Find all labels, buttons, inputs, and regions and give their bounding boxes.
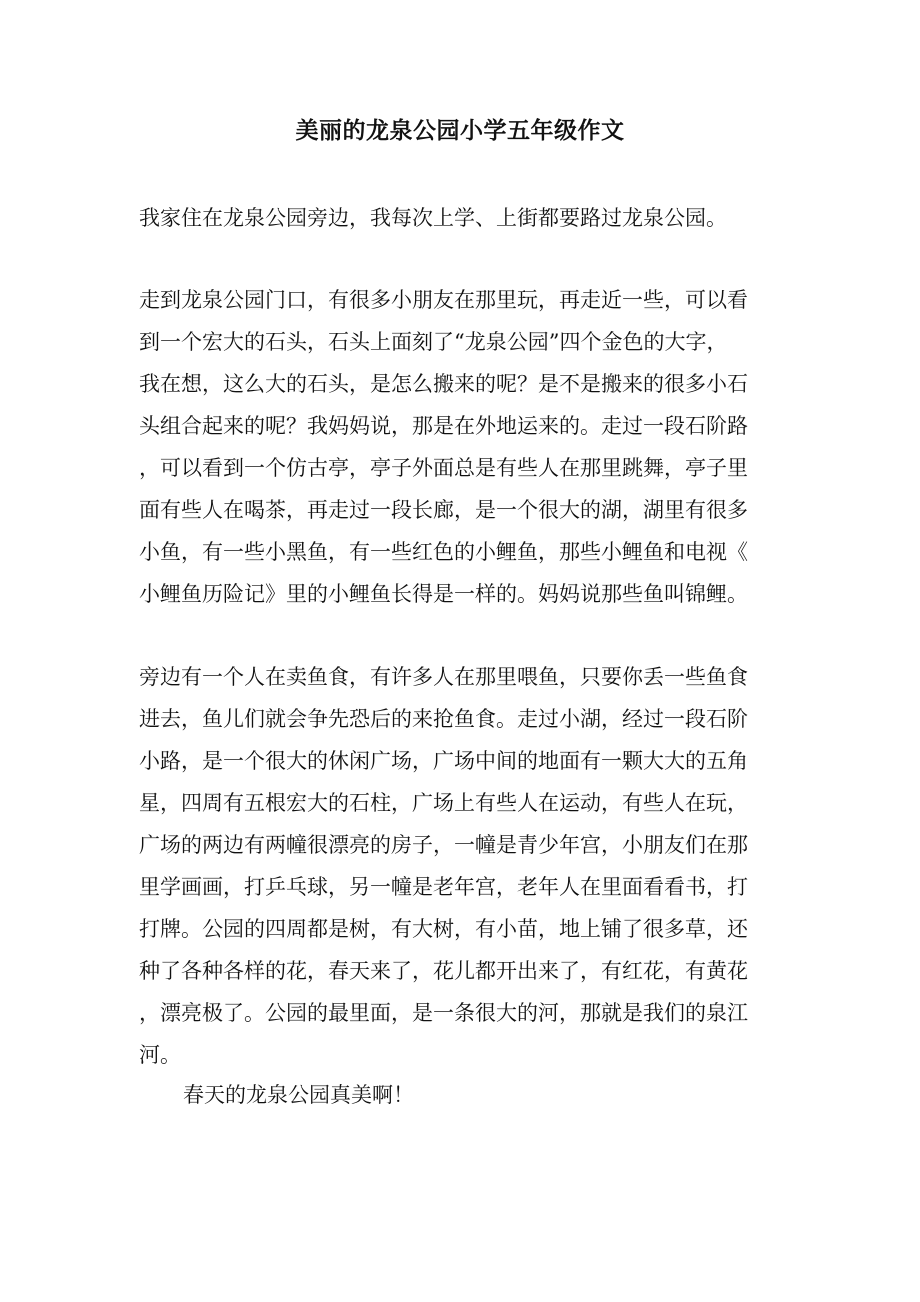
paragraph-line: 小鱼，有一些小黑鱼，有一些红色的小鲤鱼，那些小鲤鱼和电视《 <box>139 540 748 564</box>
paragraph-line: 种了各种各样的花，春天来了，花儿都开出来了，有红花，有黄花 <box>139 959 748 983</box>
paragraph-line: 我在想，这么大的石头，是怎么搬来的呢？是不是搬来的很多小石 <box>139 372 748 396</box>
document-title: 美丽的龙泉公园小学五年级作文 <box>295 117 625 144</box>
paragraph-1 <box>139 197 779 239</box>
paragraph-2 <box>139 279 779 615</box>
paragraph-line: ，可以看到一个仿古亭，亭子外面总是有些人在那里跳舞，亭子里 <box>139 456 748 480</box>
paragraph-line: 广场的两边有两幢很漂亮的房子，一幢是青少年宫，小朋友们在那 <box>139 833 748 857</box>
paragraph-3 <box>139 656 779 1076</box>
paragraph-4 <box>183 1074 823 1116</box>
paragraph-line: 河。 <box>139 1043 181 1067</box>
paragraph-line: ，漂亮极了。公园的最里面，是一条很大的河，那就是我们的泉江 <box>139 1001 748 1025</box>
paragraph-line: 面有些人在喝茶，再走过一段长廊，是一个很大的湖，湖里有很多 <box>139 498 748 522</box>
paragraph-line: 进去，鱼儿们就会争先恐后的来抢鱼食。走过小湖，经过一段石阶 <box>139 707 748 731</box>
paragraph-line: 旁边有一个人在卖鱼食，有许多人在那里喂鱼，只要你丢一些鱼食 <box>139 665 748 689</box>
paragraph-line: 头组合起来的呢？我妈妈说，那是在外地运来的。走过一段石阶路 <box>139 414 748 438</box>
paragraph-line: 到一个宏大的石头，石头上面刻了“龙泉公园”四个金色的大字， <box>139 330 728 354</box>
paragraph-line: 打牌。公园的四周都是树，有大树，有小苗，地上铺了很多草，还 <box>139 917 748 941</box>
paragraph-line: 里学画画，打乒乓球，另一幢是老年宫，老年人在里面看看书，打 <box>139 875 748 899</box>
paragraph-line: 春天的龙泉公园真美啊！ <box>183 1083 414 1107</box>
paragraph-line: 小鲤鱼历险记》里的小鲤鱼长得是一样的。妈妈说那些鱼叫锦鲤。 <box>139 582 748 606</box>
paragraph-line: 走到龙泉公园门口，有很多小朋友在那里玩，再走近一些，可以看 <box>139 288 748 312</box>
paragraph-line: 我家住在龙泉公园旁边，我每次上学、上街都要路过龙泉公园。 <box>139 206 727 230</box>
paragraph-line: 星，四周有五根宏大的石柱，广场上有些人在运动，有些人在玩， <box>139 791 748 815</box>
paragraph-line: 小路，是一个很大的休闲广场，广场中间的地面有一颗大大的五角 <box>139 749 748 773</box>
